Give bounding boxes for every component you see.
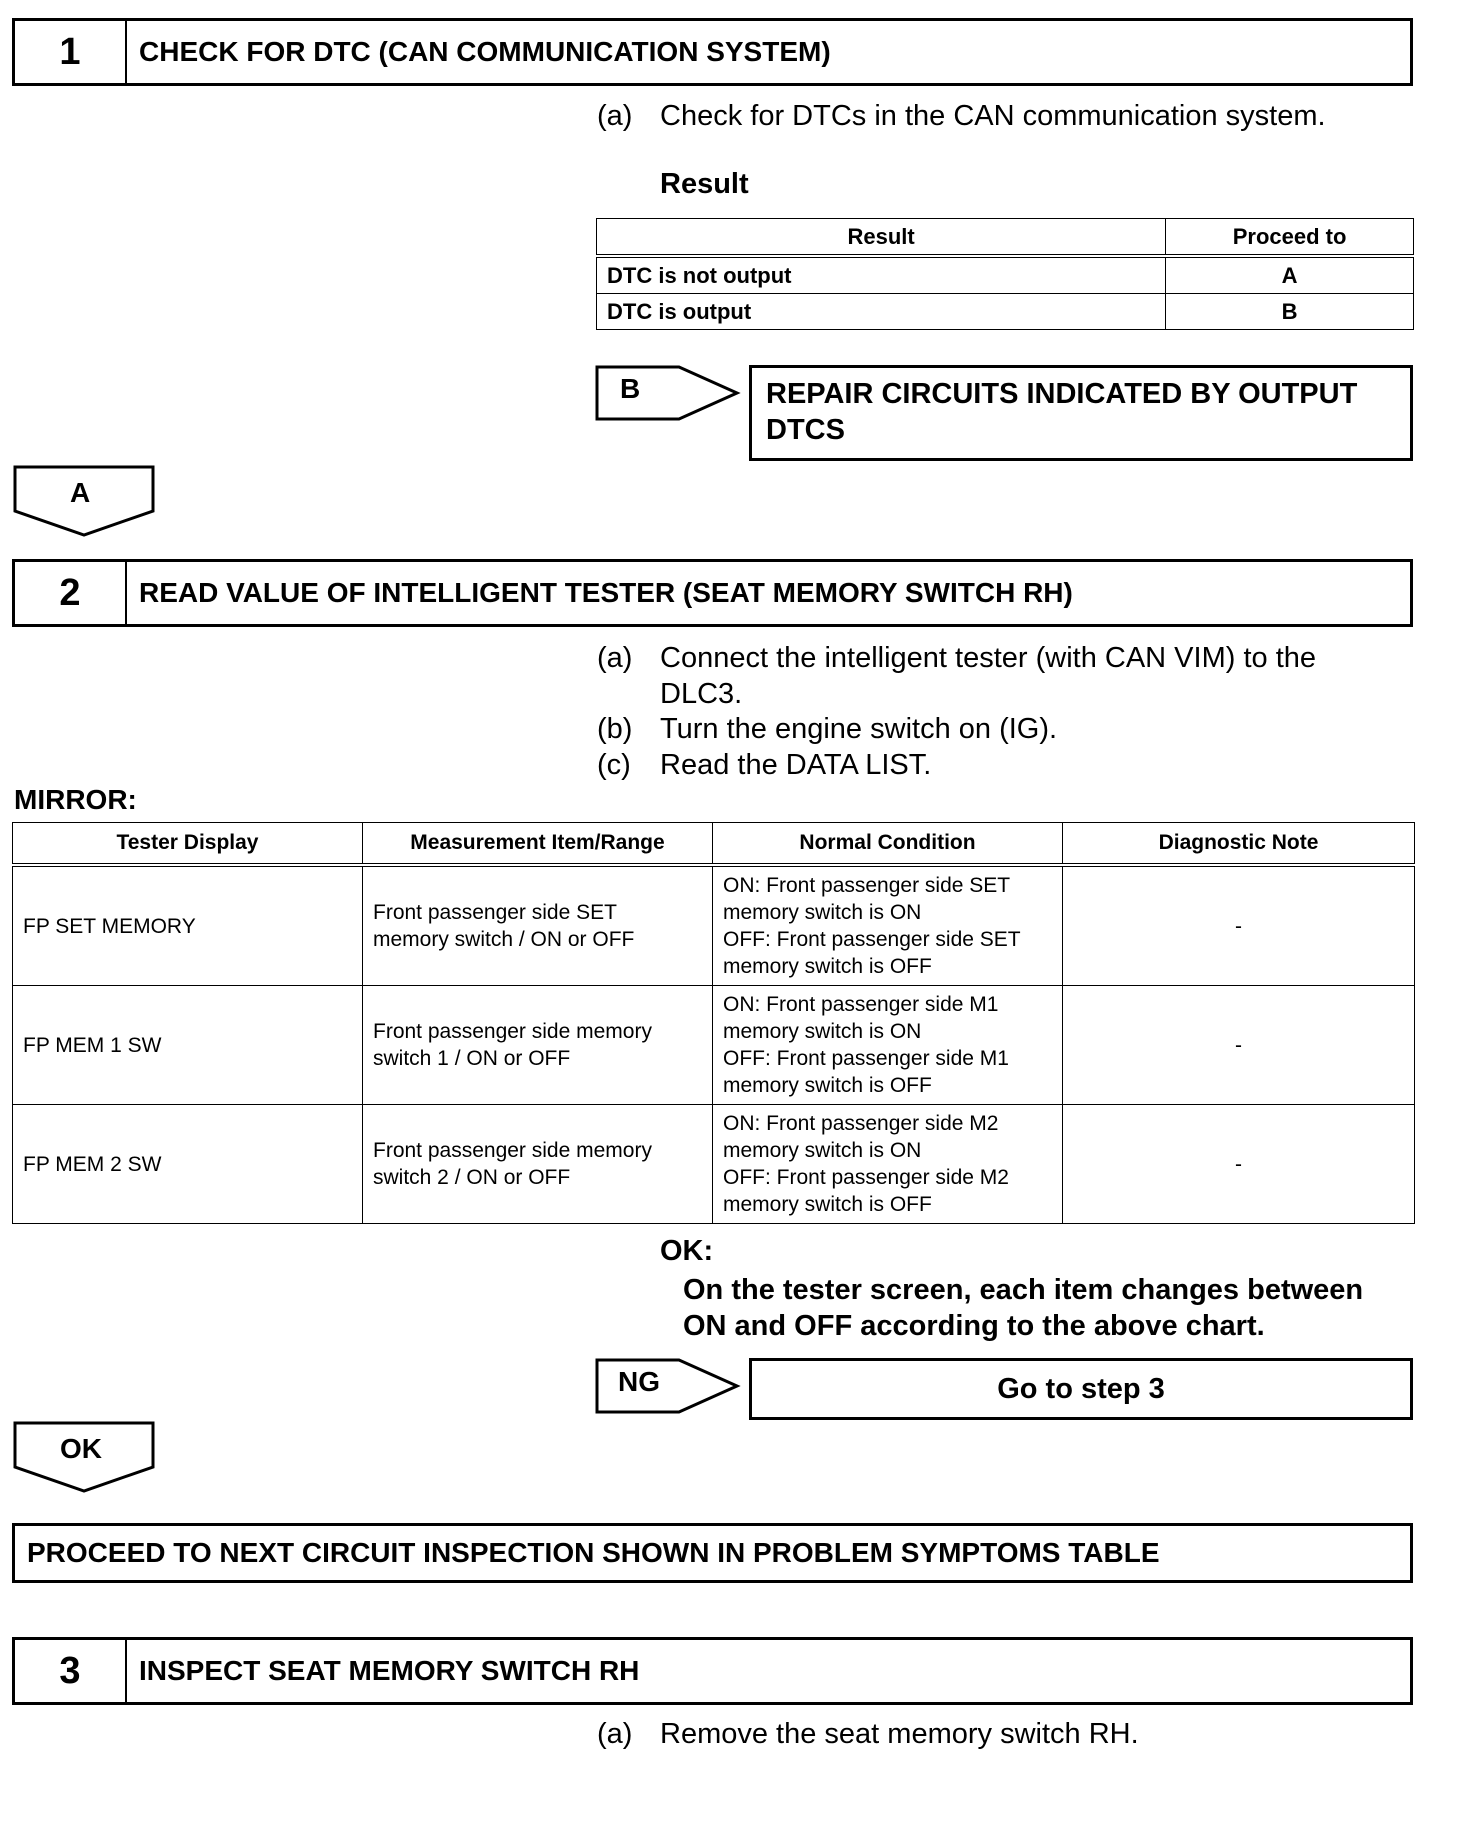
table-header-row — [13, 823, 1415, 866]
ok-criteria-line: On the tester screen, each item changes between — [683, 1274, 1364, 1306]
instruction-text: Check for DTCs in the CAN communication system. — [660, 100, 1326, 132]
normal-condition-cell — [713, 865, 1063, 986]
cell-line: OFF: Front passenger side M2 — [723, 1166, 1009, 1189]
branch-ng-label: NG — [618, 1366, 660, 1397]
result-table — [596, 218, 1414, 330]
diagnostic-note-cell: - — [1063, 1105, 1415, 1224]
proceed-text: PROCEED TO NEXT CIRCUIT INSPECTION SHOWN IN PROBLEM SYMPTOMS TABLE — [27, 1537, 1160, 1568]
mirror-table — [12, 822, 1415, 1224]
cell-line: memory switch is ON — [723, 901, 922, 924]
column-header: Result — [597, 219, 1166, 257]
ok-label: OK: — [660, 1235, 714, 1267]
instruction-text: Turn the engine switch on (IG). — [660, 713, 1058, 745]
cell-line: memory switch is ON — [723, 1139, 922, 1162]
cell-line: switch 2 / ON or OFF — [373, 1166, 571, 1189]
branch-b-box — [749, 365, 1413, 461]
branch-ok-label: OK — [60, 1433, 102, 1464]
ok-criteria-line: ON and OFF according to the above chart. — [683, 1310, 1265, 1342]
table-cell: B — [1166, 294, 1414, 330]
table-cell: DTC is output — [597, 294, 1166, 330]
measurement-item-cell — [363, 865, 713, 986]
branch-b-label: B — [620, 373, 641, 404]
proceed-box — [12, 1523, 1413, 1583]
table-cell: A — [1166, 256, 1414, 294]
instruction-label: (a) — [597, 642, 633, 674]
table-row — [13, 986, 1415, 1105]
step-3-header — [12, 1637, 1413, 1705]
mirror-label: MIRROR: — [14, 784, 137, 815]
cell-line: OFF: Front passenger side M1 — [723, 1047, 1009, 1070]
column-header: Normal Condition — [713, 823, 1063, 866]
table-row — [597, 256, 1414, 294]
step-number: 3 — [15, 1640, 127, 1702]
cell-line: memory switch is OFF — [723, 1193, 932, 1216]
column-header: Measurement Item/Range — [363, 823, 713, 866]
instruction-label: (c) — [597, 749, 631, 781]
cell-line: ON: Front passenger side M2 — [723, 1112, 999, 1135]
tester-display-cell: FP MEM 2 SW — [13, 1105, 363, 1224]
normal-condition-cell — [713, 986, 1063, 1105]
step-title: READ VALUE OF INTELLIGENT TESTER (SEAT MEMORY SWITCH RH) — [139, 577, 1073, 608]
branch-b-arrow — [595, 365, 745, 421]
step-number: 1 — [15, 21, 127, 83]
cell-line: OFF: Front passenger side SET — [723, 928, 1021, 951]
step-number: 2 — [15, 562, 127, 624]
instruction-text: Connect the intelligent tester (with CAN VIM) to the DLC3. — [660, 642, 1317, 710]
step-title: INSPECT SEAT MEMORY SWITCH RH — [139, 1655, 640, 1686]
cell-line: Front passenger side memory — [373, 1139, 652, 1162]
cell-line: memory switch / ON or OFF — [373, 928, 635, 951]
cell-line: memory switch is ON — [723, 1020, 922, 1043]
cell-line: memory switch is OFF — [723, 955, 932, 978]
cell-line: switch 1 / ON or OFF — [373, 1047, 571, 1070]
table-row — [13, 865, 1415, 986]
cell-line: memory switch is OFF — [723, 1074, 932, 1097]
go-to-step-3-box — [749, 1358, 1413, 1420]
instruction-label: (b) — [597, 713, 633, 745]
diagnostic-note-cell: - — [1063, 865, 1415, 986]
tester-display-cell: FP MEM 1 SW — [13, 986, 363, 1105]
step-1-header — [12, 18, 1413, 86]
column-header: Proceed to — [1166, 219, 1414, 257]
instruction-label: (a) — [597, 100, 633, 132]
branch-b-text: REPAIR CIRCUITS INDICATED BY OUTPUT DTCS — [766, 378, 1358, 446]
diagnostic-note-cell: - — [1063, 986, 1415, 1105]
cell-line: Front passenger side SET — [373, 901, 617, 924]
column-header: Tester Display — [13, 823, 363, 866]
cell-line: ON: Front passenger side SET — [723, 874, 1011, 897]
step-title: CHECK FOR DTC (CAN COMMUNICATION SYSTEM) — [139, 36, 831, 67]
tester-display-cell: FP SET MEMORY — [13, 865, 363, 986]
instruction-text: Read the DATA LIST. — [660, 749, 932, 781]
instruction-label: (a) — [597, 1718, 633, 1750]
ok-criteria — [683, 1272, 1413, 1344]
table-header-row — [597, 219, 1414, 257]
go-to-step-3-text: Go to step 3 — [997, 1372, 1165, 1405]
table-cell: DTC is not output — [597, 256, 1166, 294]
measurement-item-cell — [363, 986, 713, 1105]
cell-line: ON: Front passenger side M1 — [723, 993, 999, 1016]
table-row — [597, 294, 1414, 330]
step-2-header — [12, 559, 1413, 627]
cell-line: Front passenger side memory — [373, 1020, 652, 1043]
instruction-text: Remove the seat memory switch RH. — [660, 1718, 1139, 1750]
table-row — [13, 1105, 1415, 1224]
column-header: Diagnostic Note — [1063, 823, 1415, 866]
branch-a-label: A — [70, 477, 91, 508]
normal-condition-cell — [713, 1105, 1063, 1224]
measurement-item-cell — [363, 1105, 713, 1224]
result-heading: Result — [660, 168, 749, 200]
